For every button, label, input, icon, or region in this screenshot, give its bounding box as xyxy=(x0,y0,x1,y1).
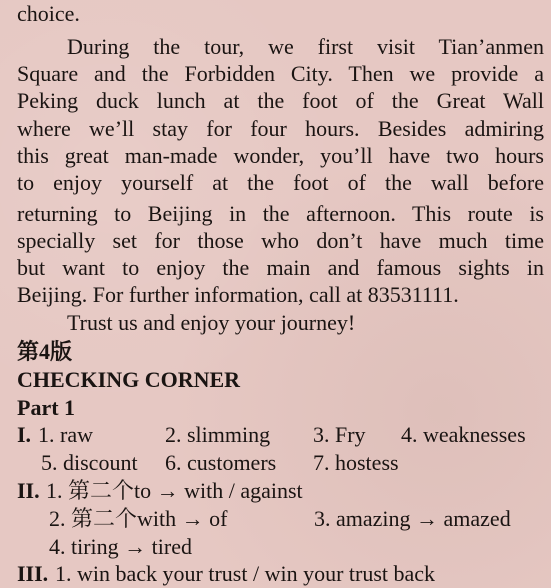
paragraph-line: Square and the Forbidden City. Then we provide a xyxy=(17,61,544,86)
closing-line: Trust us and enjoy your journey! xyxy=(67,310,356,335)
paragraph-line: Peking duck lunch at the foot of the Great Wall xyxy=(17,88,544,113)
section-ii-label: II. xyxy=(17,478,40,503)
paragraph-line: specially set for those who don’t have much time xyxy=(17,228,544,253)
paragraph-line: choice. xyxy=(17,1,80,26)
answer-item: 6. customers xyxy=(165,450,277,475)
paragraph-line: returning to Beijing in the afternoon. This route is xyxy=(17,201,544,226)
edition-heading: 第4版 xyxy=(17,339,73,364)
answer-item: 3. amazing → amazed xyxy=(314,506,511,531)
answer-item: 4. weaknesses xyxy=(401,422,526,447)
paragraph-line: but want to enjoy the main and famous sights in xyxy=(17,255,544,280)
answer-item: 7. hostess xyxy=(313,450,399,475)
paragraph-line: During the tour, we first visit Tian’anmen xyxy=(67,34,544,59)
answer-item: 1. 第二个to → with / against xyxy=(46,478,303,503)
answer-item: 5. discount xyxy=(41,450,138,475)
section-i-label: I. xyxy=(17,422,32,447)
paragraph-line: where we’ll stay for four hours. Besides admiring xyxy=(17,116,544,141)
answer-item: 3. Fry xyxy=(313,422,366,447)
part-heading: Part 1 xyxy=(17,395,76,420)
answer-item: 4. tiring → tired xyxy=(49,534,192,559)
section-title: CHECKING CORNER xyxy=(17,367,241,392)
paragraph-line: Beijing. For further information, call at 83531111. xyxy=(17,282,459,307)
paragraph-line: this great man-made wonder, you’ll have two hours xyxy=(17,143,544,168)
section-iii-label: III. xyxy=(17,561,49,586)
paragraph-line: to enjoy yourself at the foot of the wall before xyxy=(17,170,544,195)
answer-item: 2. 第二个with → of xyxy=(49,506,228,531)
answer-item: 1. raw xyxy=(38,422,93,447)
answer-item: 2. slimming xyxy=(165,422,271,447)
answer-item: 1. win back your trust / win your trust back xyxy=(55,561,436,586)
